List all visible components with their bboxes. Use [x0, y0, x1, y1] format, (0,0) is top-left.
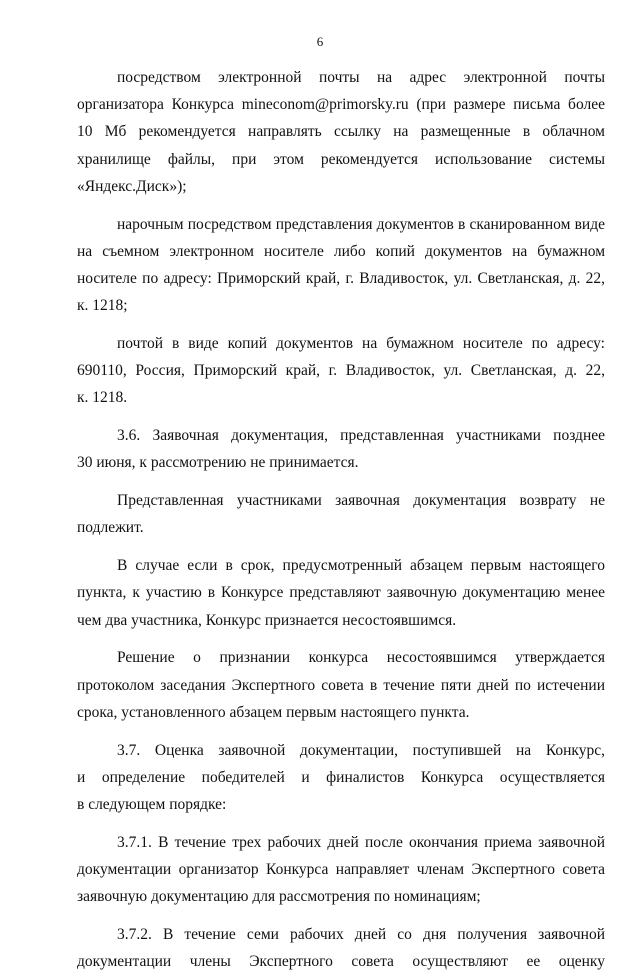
paragraph-email: [77, 64, 605, 200]
paragraph-p3-7: [77, 737, 605, 819]
text-line: и определение победителей и финалистов Конкурса осуществляется: [77, 768, 605, 786]
text-line: документации члены Экспертного совета осуществляют ее оценку: [77, 953, 605, 971]
paragraph-p3-7-2: [77, 921, 605, 975]
paragraph-p3-7-1: [77, 829, 605, 911]
paragraph-no-return: [77, 487, 605, 541]
text-line: к. 1218;: [77, 297, 128, 315]
text-line: 30 июня, к рассмотрению не принимается.: [77, 454, 359, 472]
text-line: документации организатор Конкурса направляет членам Экспертного совета: [77, 861, 605, 879]
text-line: пункта, к участию в Конкурсе представляют заявочную документацию менее: [77, 584, 605, 602]
text-line: организатора Конкурса mineconom@primorsky.ru (при размере письма более: [77, 96, 605, 114]
text-line: Представленная участниками заявочная документация возврату не: [117, 492, 605, 510]
text-line: к. 1218.: [77, 389, 128, 407]
text-line: 690110, Россия, Приморский край, г. Владивосток, ул. Светланская, д. 22,: [77, 362, 605, 380]
paragraph-failed: [77, 552, 605, 634]
text-line: «Яндекс.Диск»);: [77, 177, 187, 195]
text-line: Решение о признании конкурса несостоявшимся утверждается: [117, 649, 605, 667]
text-line: протоколом заседания Экспертного совета в течение пяти дней по истечении: [77, 676, 605, 694]
text-line: подлежит.: [77, 519, 144, 537]
text-line: В случае если в срок, предусмотренный абзацем первым настоящего: [117, 557, 605, 575]
text-line: в следующем порядке:: [77, 796, 227, 814]
text-line: чем два участника, Конкурс признается несостоявшимся.: [77, 611, 457, 629]
text-line: носителе по адресу: Приморский край, г. Владивосток, ул. Светланская, д. 22,: [77, 270, 605, 288]
text-line: на съемном электронном носителе либо копий документов на бумажном: [77, 242, 605, 260]
text-line: 3.7. Оценка заявочной документации, поступившей на Конкурс,: [117, 741, 605, 759]
text-line: 3.7.1. В течение трех рабочих дней после окончания приема заявочной: [117, 833, 605, 851]
text-line: хранилище файлы, при этом рекомендуется использование системы: [77, 150, 605, 168]
document-body: [77, 64, 605, 975]
text-line: посредством электронной почты на адрес электронной почты: [117, 69, 605, 86]
text-line: нарочным посредством представления документов в сканированном виде: [117, 215, 605, 233]
paragraph-decision: [77, 644, 605, 726]
text-line: 10 Мб рекомендуется направлять ссылку на размещенные в облачном: [77, 123, 605, 141]
paragraph-post: [77, 330, 605, 412]
page-number: 6: [316, 34, 324, 49]
text-line: 3.6. Заявочная документация, представленная участниками позднее: [117, 427, 605, 445]
text-line: заявочную документацию для рассмотрения по номинациям;: [77, 888, 481, 906]
text-line: срока, установленного абзацем первым настоящего пункта.: [77, 703, 470, 721]
paragraph-courier: [77, 211, 605, 320]
text-line: почтой в виде копий документов на бумажном носителе по адресу:: [117, 335, 605, 353]
text-line: 3.7.2. В течение семи рабочих дней со дня получения заявочной: [117, 926, 605, 944]
paragraph-p3-6: [77, 422, 605, 476]
